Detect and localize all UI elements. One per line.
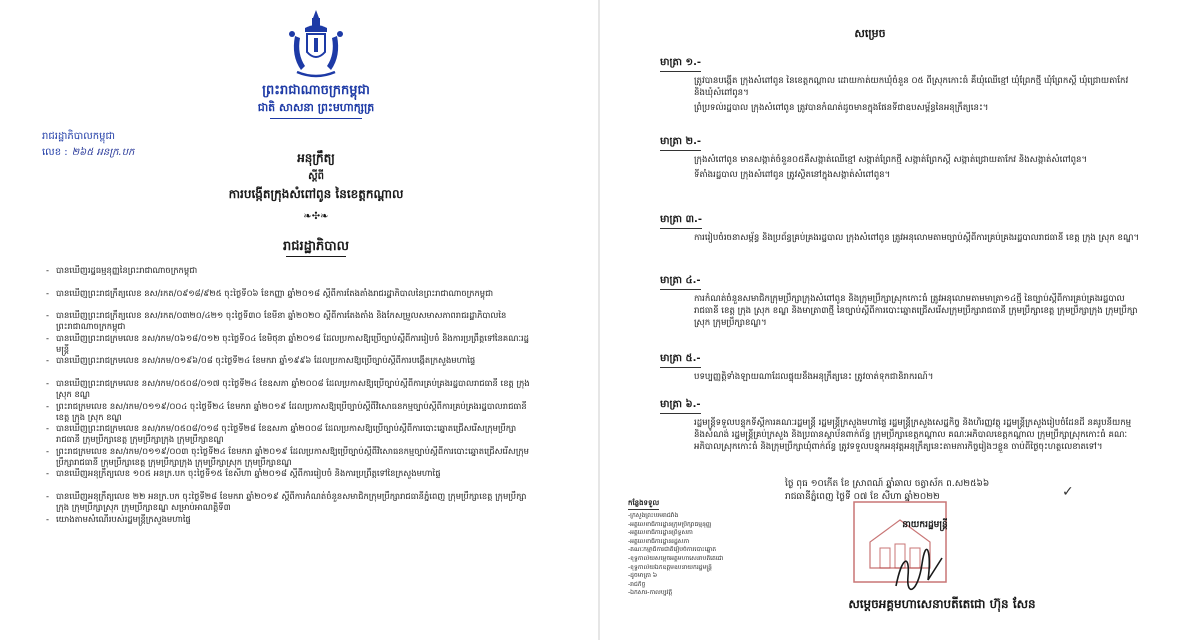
article-paragraph: ព្រំប្រទល់រដ្ឋបាល ក្រុងសំពៅពូន ត្រូវបានកំណត់ដូចមានក្នុងផែនទីជាឧបសម្ព័ន្ធនៃអនុក្រឹត្យនេះ។ xyxy=(694,103,989,113)
article-label: មាត្រា ២.- xyxy=(660,134,701,151)
article-paragraph: ក្រុងសំពៅពូន មានសង្កាត់ចំនួន០៥គឺសង្កាត់ឈើខ្មៅ សង្កាត់ព្រែកថ្មី សង្កាត់ព្រែកស្តី សង្កាត់ជ្រោយតាកែវ និងសង្កាត់សំពៅពូន។ xyxy=(694,155,1088,165)
recital-item: - ព្រះរាជក្រមលេខ នស/រកម/០១១៩/០០៣ ចុះថ្ងៃទី២៤ ខែមករា ឆ្នាំ២០១៩ ដែលប្រកាសឱ្យប្រើច្បាប់ស្តីពីវិសោធនកម្មច្បាប់ស្តីពីការបោះឆ្នោតជ្រើសរើសក្រុមប្រឹក្សារាជធានី ក្រុមប្រឹក្សាខេត្ត ក្រុមប្រឹក្សាក្រុង ក្រុមប្រឹក្សាស្រុក ក្រុមប្រឹក្សាខណ្ឌ xyxy=(44,446,530,469)
recipient-item: -អគ្គលេខាធិការដ្ឋានព្រឹទ្ធសភា xyxy=(628,529,693,537)
reference-value: ២៦៥ អនក្រ.បក xyxy=(71,147,135,158)
recipient-item: -អគ្គលេខាធិការដ្ឋានក្រុមប្រឹក្សាធម្មនុញ្ញ xyxy=(628,520,712,528)
handwritten-signature xyxy=(888,546,948,596)
ornament-divider: ❧✣❧ xyxy=(303,211,329,222)
royal-arms-emblem xyxy=(283,8,349,80)
article-3 xyxy=(660,207,1140,244)
handwritten-tick: ✓ xyxy=(1062,484,1074,500)
reference-number xyxy=(42,145,134,160)
motto-underline xyxy=(270,118,362,119)
lunar-date: ថ្ងៃ ពុធ ១០កើត ខែ ស្រាពណ៍ ឆ្នាំឆាល ចត្វាស័ក ព.ស២៥៦៦ xyxy=(785,479,990,489)
article-label: មាត្រា ៤.- xyxy=(660,273,701,290)
recipient-item: -គណៈកម្មាធិការជាតិរៀបចំការបោះឆ្នោត xyxy=(628,546,717,554)
recital-item: - បានឃើញព្រះរាជក្រឹត្យលេខ នស/រកត/០៩១៨/៩២៥ ចុះថ្ងៃទី០៦ ខែកញ្ញា ឆ្នាំ២០១៨ ស្តីពីការតែងតាំងរាជរដ្ឋាភិបាលនៃព្រះរាជាណាចក្រកម្ពុជា xyxy=(44,288,530,311)
recipient-item: -រាជកិច្ច xyxy=(628,580,646,588)
recital-item: - បានឃើញរដ្ឋធម្មនុញ្ញនៃព្រះរាជាណាចក្រកម្ពុជា xyxy=(44,265,530,288)
signer-name: សម្តេចអគ្គមហាសេនាបតីតេជោ ហ៊ុន សែន xyxy=(848,597,1036,611)
recital-item: - បានឃើញព្រះរាជក្រមលេខ នស/រកម/០៥០៨/០១៨ ចុះថ្ងៃទី២៨ ខែឧសភា ឆ្នាំ២០០៨ ដែលប្រកាសឱ្យប្រើច្បាប់ស្តីពីការបោះឆ្នោតជ្រើសរើសក្រុមប្រឹក្សារាជធានី ក្រុមប្រឹក្សាខេត្ត ក្រុមប្រឹក្សាក្រុង ក្រុមប្រឹក្សាខណ្ឌ xyxy=(44,423,530,446)
article-paragraph: ការកំណត់ចំនួនសមាជិកក្រុមប្រឹក្សាក្រុងសំពៅពូន និងក្រុមប្រឹក្សាស្រុកកោះធំ ត្រូវអនុលោមតាមមាត្រា១៤ថ្មី នៃច្បាប់ស្តីពីការគ្រប់គ្រងរដ្ឋបាលរាជធានី ខេត្ត ក្រុង ស្រុក ខណ្ឌ និងមាត្រា៣ថ្មី នៃច្បាប់ស្តីពីការបោះឆ្នោតជ្រើសរើសក្រុមប្រឹក្សារាជធានី ក្រុមប្រឹក្សាខេត្ត ក្រុមប្រឹក្សាក្រុង ក្រុមប្រឹក្សាស្រុក ក្រុមប្រឹក្សាខណ្ឌ។ xyxy=(694,294,1138,328)
recipient-item: -អគ្គលេខាធិការដ្ឋានរដ្ឋសភា xyxy=(628,537,690,545)
article-4 xyxy=(660,268,1140,329)
about-label: ស្តីពី xyxy=(308,171,324,182)
document-subject: ការបង្កើតក្រុងសំពៅពូន នៃខេត្តកណ្តាល xyxy=(228,187,404,201)
recipient-item: -ខុទ្ទកាល័យឯកឧត្តមឧបនាយករដ្ឋមន្ត្រី xyxy=(628,563,712,571)
recitals-list xyxy=(44,265,530,536)
article-2 xyxy=(660,129,1140,181)
recital-item: - បានឃើញព្រះរាជក្រមលេខ នស/រកម/០៥០៨/០១៧ ចុះថ្ងៃទី២៤ ខែឧសភា ឆ្នាំ២០០៨ ដែលប្រកាសឱ្យប្រើច្បាប់ស្តីពីការគ្រប់គ្រងរដ្ឋបាលរាជធានី ខេត្ត ក្រុង ស្រុក ខណ្ឌ xyxy=(44,378,530,401)
article-label: មាត្រា ៦.- xyxy=(660,397,701,414)
recital-item: - បានឃើញអនុក្រឹត្យលេខ ១០៥ អនក្រ.បក ចុះថ្ងៃទី១៥ ខែសីហា ឆ្នាំ២០១៨ ស្តីពីការរៀបចំ និងការប្រព្រឹត្តទៅនៃក្រសួងមហាផ្ទៃ xyxy=(44,468,530,491)
recipient-item: -ដូចមាត្រា ៦ xyxy=(628,572,658,580)
document-type: អនុក្រឹត្យ xyxy=(297,151,335,165)
recipients-list xyxy=(628,512,828,598)
article-6 xyxy=(660,392,1140,453)
recipient-item: -ឯកសារ-កាលប្បវត្តិ xyxy=(628,589,673,597)
recipient-item: -ខុទ្ទកាល័យសម្តេចអគ្គមហាសេនាបតីតេជោ xyxy=(628,554,724,562)
article-paragraph: រដ្ឋមន្ត្រីទទួលបន្ទុកទីស្តីការគណៈរដ្ឋមន្ត្រី រដ្ឋមន្ត្រីក្រសួងមហាផ្ទៃ រដ្ឋមន្ត្រីក្រសួងសេដ្ឋកិច្ច និងហិរញ្ញវត្ថុ រដ្ឋមន្ត្រីក្រសួងរៀបចំដែនដី នគរូបនីយកម្ម និងសំណង់ រដ្ឋមន្ត្រីគ្រប់ក្រសួង និងប្រធានស្ថាប័នពាក់ព័ន្ធ ក្រុមប្រឹក្សាខេត្តកណ្តាល គណៈអភិបាលខេត្តកណ្តាល ក្រុមប្រឹក្សាស្រុកកោះធំ គណៈអភិបាលស្រុកកោះធំ និងក្រុមប្រឹក្សាឃុំពាក់ព័ន្ធ ត្រូវទទួលបន្ទុកអនុវត្តអនុក្រឹត្យនេះតាមភារកិច្ចរៀងៗខ្លួន ចាប់ពីថ្ងៃចុះហត្ថលេខាតទៅ។ xyxy=(694,418,1132,452)
recital-item: - យោងតាមសំណើរបស់រដ្ឋមន្ត្រីក្រសួងមហាផ្ទៃ xyxy=(44,514,530,537)
article-label: មាត្រា ៥.- xyxy=(660,351,701,368)
issuing-authority: រាជរដ្ឋាភិបាលកម្ពុជា xyxy=(42,131,115,142)
government-heading: រាជរដ្ឋាភិបាល xyxy=(282,239,349,254)
kingdom-heading: ព្រះរាជាណាចក្រកម្ពុជា xyxy=(262,83,370,98)
recipients-block xyxy=(628,490,828,598)
decision-title: សម្រេច xyxy=(854,27,886,40)
article-1 xyxy=(660,50,1140,114)
article-paragraph: ទីតាំងរដ្ឋបាល ក្រុងសំពៅពូន ត្រូវស្ថិតនៅក្នុងសង្កាត់សំពៅពូន។ xyxy=(694,170,891,180)
gregorian-date: រាជធានីភ្នំពេញ ថ្ងៃទី ០៧ ខែ សីហា ឆ្នាំ២០២២ xyxy=(785,492,940,502)
article-paragraph: ការរៀបចំរចនាសម្ព័ន្ធ និងប្រព័ន្ធគ្រប់គ្រងរដ្ឋបាល ក្រុងសំពៅពូន ត្រូវអនុលោមតាមច្បាប់ស្តីពីការគ្រប់គ្រងរដ្ឋបាលរាជធានី ខេត្ត ក្រុង ស្រុក ខណ្ឌ។ xyxy=(694,233,1140,243)
government-underline xyxy=(286,256,346,257)
recipients-heading: កន្លែងទទួល xyxy=(628,499,659,510)
recital-item: - បានឃើញព្រះរាជក្រមលេខ នស/រកម/០១៩៦/០៨ ចុះថ្ងៃទី២៤ ខែមករា ឆ្នាំ១៩៩៦ ដែលប្រកាសឱ្យប្រើច្បាប់ស្តីពីការបង្កើតក្រសួងមហាផ្ទៃ xyxy=(44,355,530,378)
article-5 xyxy=(660,346,1140,383)
recital-item: - បានឃើញព្រះរាជក្រឹត្យលេខ នស/រកត/០៣២០/៤២១ ចុះថ្ងៃទី៣០ ខែមីនា ឆ្នាំ២០២០ ស្តីពីការតែងតាំង និងកែសម្រួលសមាសភាពរាជរដ្ឋាភិបាលនៃព្រះរាជាណាចក្រកម្ពុជា xyxy=(44,310,530,333)
article-label: មាត្រា ១.- xyxy=(660,55,701,72)
recital-item: - បានឃើញអនុក្រឹត្យលេខ ២២ អនក្រ.បក ចុះថ្ងៃទី២៨ ខែមករា ឆ្នាំ២០១៩ ស្តីពីការកំណត់ចំនួនសមាជិកក្រុមប្រឹក្សារាជធានីភ្នំពេញ ក្រុមប្រឹក្សាខេត្ត ក្រុមប្រឹក្សាក្រុង ក្រុមប្រឹក្សាស្រុក ក្រុមប្រឹក្សាខណ្ឌ សម្រាប់អាណត្តិទី៣ xyxy=(44,491,530,514)
article-paragraph: បទប្បញ្ញត្តិទាំងឡាយណាដែលផ្ទុយនឹងអនុក្រឹត្យនេះ ត្រូវចាត់ទុកជានិរាករណ៍។ xyxy=(694,372,934,382)
national-motto: ជាតិ សាសនា ព្រះមហាក្សត្រ xyxy=(257,101,375,114)
signer-title: នាយករដ្ឋមន្ត្រី xyxy=(902,520,948,530)
reference-label: លេខ : xyxy=(42,147,68,158)
article-paragraph: ត្រូវបានបង្កើត ក្រុងសំពៅពូន នៃខេត្តកណ្តាល ដោយកាត់យកឃុំចំនួន ០៥ ពីស្រុកកោះធំ គឺឃុំឈើខ្មៅ ឃុំព្រែកថ្មី ឃុំព្រែកស្តី ឃុំជ្រោយតាកែវ និងឃុំសំពៅពូន។ xyxy=(694,76,1129,98)
article-label: មាត្រា ៣.- xyxy=(660,212,702,229)
recipient-item: -ក្រសួងព្រះបរមរាជវាំង xyxy=(628,512,679,519)
recital-item: - ព្រះរាជក្រមលេខ នស/រកម/០១១៩/០០៤ ចុះថ្ងៃទី២៤ ខែមករា ឆ្នាំ២០១៩ ដែលប្រកាសឱ្យប្រើច្បាប់ស្តីពីវិសោធនកម្មច្បាប់ស្តីពីការគ្រប់គ្រងរដ្ឋបាលរាជធានី ខេត្ត ក្រុង ស្រុក ខណ្ឌ xyxy=(44,401,530,424)
recital-item: - បានឃើញព្រះរាជក្រមលេខ នស/រកម/០៦១៨/០១២ ចុះថ្ងៃទី០៤ ខែមិថុនា ឆ្នាំ២០១៨ ដែលប្រកាសឱ្យប្រើច្បាប់ស្តីពីការរៀបចំ និងការប្រព្រឹត្តទៅនៃគណៈរដ្ឋមន្ត្រី xyxy=(44,333,530,356)
